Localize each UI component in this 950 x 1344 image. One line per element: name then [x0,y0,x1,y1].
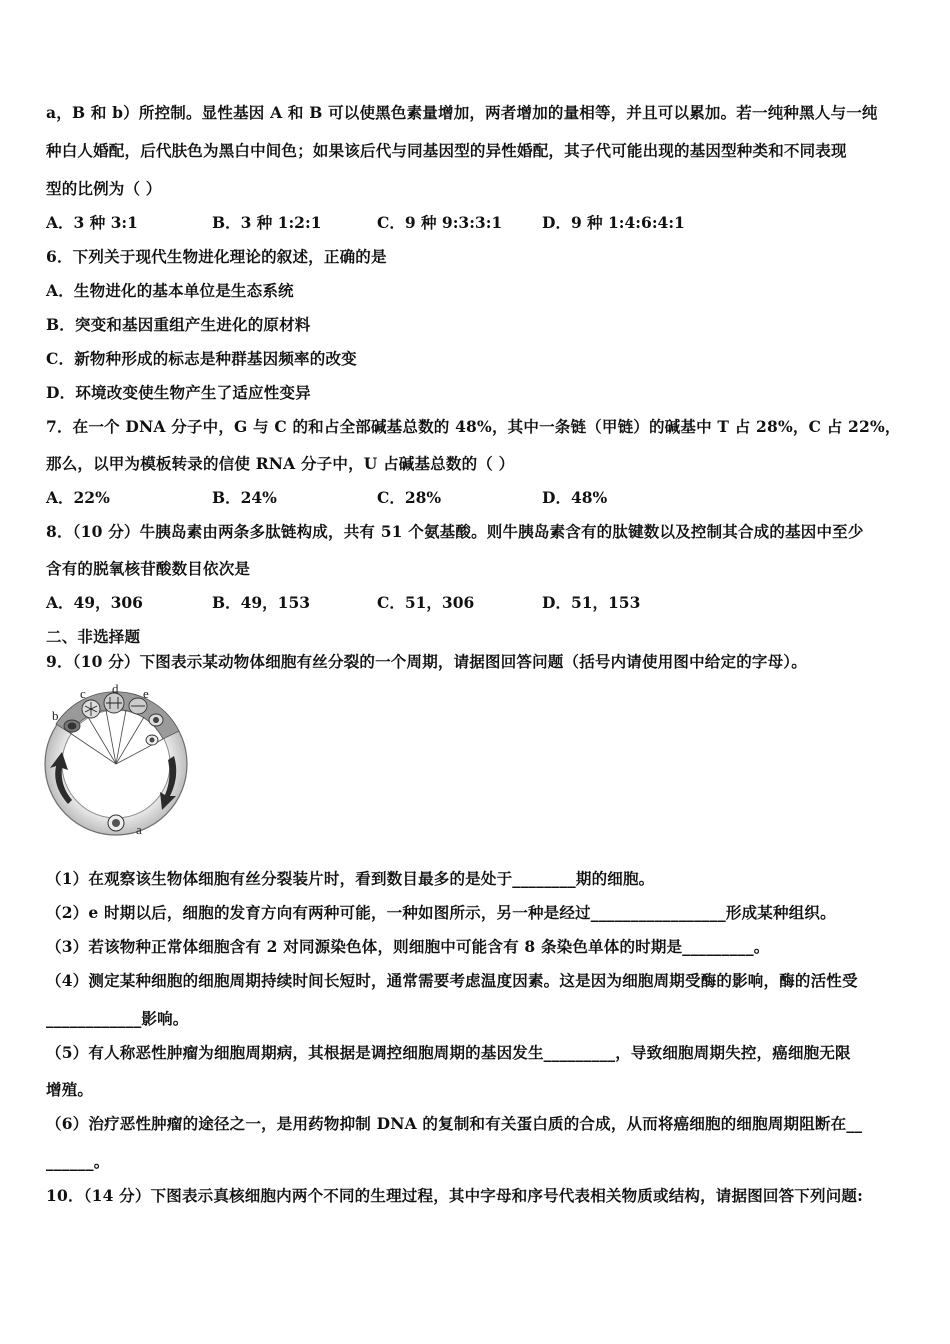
label-c: c [80,686,86,701]
q5-option-c: C．9 种 9:3:3:1 [377,213,503,232]
q7-option-a: A．22% [46,488,110,507]
q5-line-1: a，B 和 b）所控制。显性基因 A 和 B 可以使黑色素量增加，两者增加的量相等，并且可以累加。若一纯种黑人与一纯 [46,103,878,122]
q6-option-b: B．突变和基因重组产生进化的原材料 [46,315,311,334]
q7-option-b: B．24% [212,488,277,507]
cell-cycle-figure [40,682,192,840]
q8-option-b: B．49，153 [212,593,311,612]
q7-line-1: 7．在一个 DNA 分子中，G 与 C 的和占全部碱基总数的 48%，其中一条链（甲链）的碱基中 T 占 28%，C 占 22%， [46,417,901,436]
q7-line-2: 那么，以甲为模板转录的信使 RNA 分子中，U 占碱基总数的（ ） [46,454,515,473]
q7-option-c: C．28% [377,488,442,507]
q9-sub-5a: （5）有人称恶性肿瘤为细胞周期病，其根据是调控细胞周期的基因发生_________，导致细胞周期失控，癌细胞无限 [46,1043,851,1062]
q6-stem: 6．下列关于现代生物进化理论的叙述，正确的是 [46,247,387,266]
q8-line-1: 8．（10 分）牛胰岛素由两条多肽链构成，共有 51 个氨基酸。则牛胰岛素含有的肽键数以及控制其合成的基因中至少 [46,522,864,541]
q8-option-c: C．51，306 [377,593,475,612]
q8-option-a: A．49，306 [46,593,143,612]
q10-stem: 10．（14 分）下图表示真核细胞内两个不同的生理过程，其中字母和序号代表相关物质或结构，请据图回答下列问题: [46,1186,864,1205]
q8-option-d: D．51，153 [542,593,641,612]
q6-option-a: A．生物进化的基本单位是生态系统 [46,281,294,300]
q9-sub-4b: ____________影响。 [46,1009,189,1028]
q9-sub-1: （1）在观察该生物体细胞有丝分裂装片时，看到数目最多的是处于________期的细胞。 [46,869,655,888]
q9-sub-3: （3）若该物种正常体细胞含有 2 对同源染色体，则细胞中可能含有 8 条染色单体的时期是_________。 [46,937,770,956]
q9-sub-6a: （6）治疗恶性肿瘤的途径之一，是用药物抑制 DNA 的复制和有关蛋白质的合成，从而将癌细胞的细胞周期阻断在__ [46,1114,863,1133]
q5-option-a: A．3 种 3:1 [46,213,138,232]
q5-option-b: B．3 种 1:2:1 [212,213,322,232]
section-heading: 二、非选择题 [46,627,141,646]
label-b: b [52,708,59,723]
label-d: d [112,682,119,696]
label-a: a [136,822,142,837]
q5-line-3: 型的比例为（ ） [46,179,162,198]
q9-sub-4a: （4）测定某种细胞的细胞周期持续时间长短时，通常需要考虑温度因素。这是因为细胞周期受酶的影响，酶的活性受 [46,971,858,990]
q5-option-d: D．9 种 1:4:6:4:1 [542,213,685,232]
q6-option-d: D．环境改变使生物产生了适应性变异 [46,383,311,402]
label-e: e [143,686,149,701]
q6-option-c: C．新物种形成的标志是种群基因频率的改变 [46,349,357,368]
q5-line-2: 种白人婚配，后代肤色为黑白中间色；如果该后代与同基因型的异性婚配，其子代可能出现的基因型种类和不同表现 [46,141,847,160]
q9-sub-2: （2）e 时期以后，细胞的发育方向有两种可能，一种如图所示，另一种是经过_________________形成某种组织。 [46,903,836,922]
q8-line-2: 含有的脱氧核苷酸数目依次是 [46,559,251,578]
q9-stem: 9．（10 分）下图表示某动物体细胞有丝分裂的一个周期，请据图回答问题（括号内请使用图中给定的字母）。 [46,652,807,671]
q9-sub-5b: 增殖。 [46,1080,94,1099]
q9-sub-6b: ______。 [46,1152,110,1171]
q7-option-d: D．48% [542,488,608,507]
